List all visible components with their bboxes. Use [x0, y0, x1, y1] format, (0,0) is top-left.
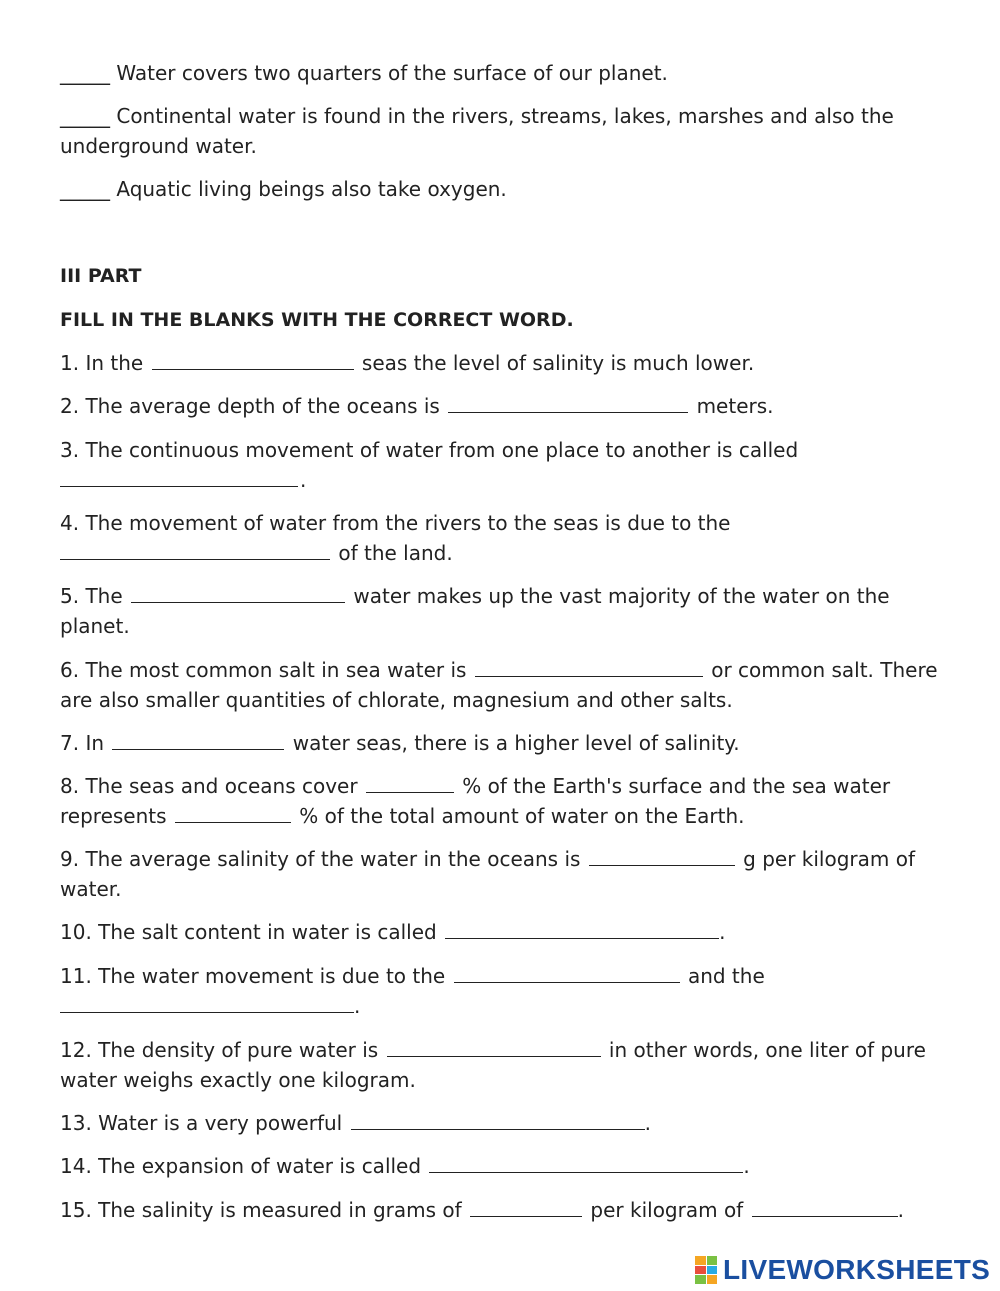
- true-false-item: [60, 101, 960, 161]
- question-3: [60, 435, 960, 495]
- answer-blank[interactable]: [60, 539, 330, 560]
- answer-blank[interactable]: [351, 1109, 645, 1130]
- answer-blank[interactable]: [152, 349, 354, 370]
- question-text: 4. The movement of water from the rivers to the seas is due to the: [60, 511, 731, 535]
- tf-answer-blank[interactable]: _____: [60, 61, 110, 85]
- question-9: [60, 844, 960, 904]
- question-text: meters.: [696, 394, 774, 418]
- question-text: 3. The continuous movement of water from one place to another is called: [60, 438, 799, 462]
- logo-text: LIVEWORKSHEETS: [723, 1254, 991, 1285]
- question-text: 15. The salinity is measured in grams of: [60, 1198, 462, 1222]
- question-11: [60, 961, 960, 1021]
- question-15: [60, 1195, 960, 1225]
- question-text: 8. The seas and oceans cover: [60, 774, 358, 798]
- question-text: 7. In: [60, 731, 105, 755]
- question-text: .: [354, 994, 361, 1018]
- question-text: water seas, there is a higher level of salinity.: [292, 731, 740, 755]
- tf-statement: Continental water is found in the rivers, streams, lakes, marshes and also the underground water.: [60, 104, 894, 158]
- question-text: 6. The most common salt in sea water is: [60, 658, 467, 682]
- answer-blank[interactable]: [752, 1196, 898, 1217]
- part-title: III PART: [60, 265, 142, 287]
- question-text: and the: [687, 964, 765, 988]
- question-text: 9. The average salinity of the water in the oceans is: [60, 847, 581, 871]
- question-2: [60, 391, 960, 421]
- answer-blank[interactable]: [445, 918, 719, 939]
- question-12: [60, 1035, 960, 1095]
- answer-blank[interactable]: [60, 992, 354, 1013]
- answer-blank[interactable]: [454, 962, 680, 983]
- true-false-item: [60, 58, 960, 88]
- answer-blank[interactable]: [387, 1036, 601, 1057]
- answer-blank[interactable]: [175, 802, 291, 823]
- answer-blank[interactable]: [366, 772, 454, 793]
- tf-statement: Water covers two quarters of the surface of our planet.: [110, 61, 668, 85]
- question-text: 5. The: [60, 584, 123, 608]
- answer-blank[interactable]: [131, 582, 345, 603]
- tf-answer-blank[interactable]: _____: [60, 104, 110, 128]
- question-10: [60, 917, 960, 947]
- question-text: 12. The density of pure water is: [60, 1038, 379, 1062]
- question-14: [60, 1151, 960, 1181]
- question-text: .: [897, 1198, 904, 1222]
- question-text: % of the total amount of water on the Earth.: [299, 804, 745, 828]
- answer-blank[interactable]: [589, 845, 735, 866]
- instructions: FILL IN THE BLANKS WITH THE CORRECT WORD.: [60, 309, 574, 331]
- question-13: [60, 1108, 960, 1138]
- question-text: .: [743, 1154, 750, 1178]
- question-text: 13. Water is a very powerful: [60, 1111, 343, 1135]
- answer-blank[interactable]: [429, 1152, 743, 1173]
- question-text: of the land.: [338, 541, 453, 565]
- question-text: 14. The expansion of water is called: [60, 1154, 422, 1178]
- question-text: or common salt. There are also smaller quantities of chlorate, magnesium and other salts.: [60, 658, 938, 712]
- answer-blank[interactable]: [112, 729, 284, 750]
- question-text: 11. The water movement is due to the: [60, 964, 446, 988]
- question-text: in other words, one liter of pure water weighs exactly one kilogram.: [60, 1038, 926, 1092]
- question-1: [60, 348, 960, 378]
- question-text: water makes up the vast majority of the water on the planet.: [60, 584, 890, 638]
- answer-blank[interactable]: [448, 392, 688, 413]
- answer-blank[interactable]: [470, 1196, 582, 1217]
- question-text: .: [719, 920, 726, 944]
- question-text: g per kilogram of water.: [60, 847, 916, 901]
- true-false-item: [60, 174, 960, 204]
- question-text: .: [644, 1111, 651, 1135]
- tf-answer-blank[interactable]: _____: [60, 177, 110, 201]
- question-8: [60, 771, 960, 831]
- tf-statement: Aquatic living beings also take oxygen.: [110, 177, 507, 201]
- answer-blank[interactable]: [475, 656, 703, 677]
- question-text: .: [300, 468, 307, 492]
- question-6: [60, 655, 960, 715]
- question-text: seas the level of salinity is much lower.: [361, 351, 755, 375]
- question-5: [60, 581, 960, 641]
- question-text: 10. The salt content in water is called: [60, 920, 437, 944]
- question-text: 1. In the: [60, 351, 144, 375]
- question-text: % of the Earth's surface and the sea water represents: [60, 774, 891, 828]
- liveworksheets-logo-icon: [695, 1256, 717, 1284]
- liveworksheets-logo: [695, 1252, 990, 1288]
- question-4: [60, 508, 960, 568]
- question-text: per kilogram of: [590, 1198, 744, 1222]
- answer-blank[interactable]: [60, 466, 298, 487]
- question-text: 2. The average depth of the oceans is: [60, 394, 440, 418]
- question-7: [60, 728, 960, 758]
